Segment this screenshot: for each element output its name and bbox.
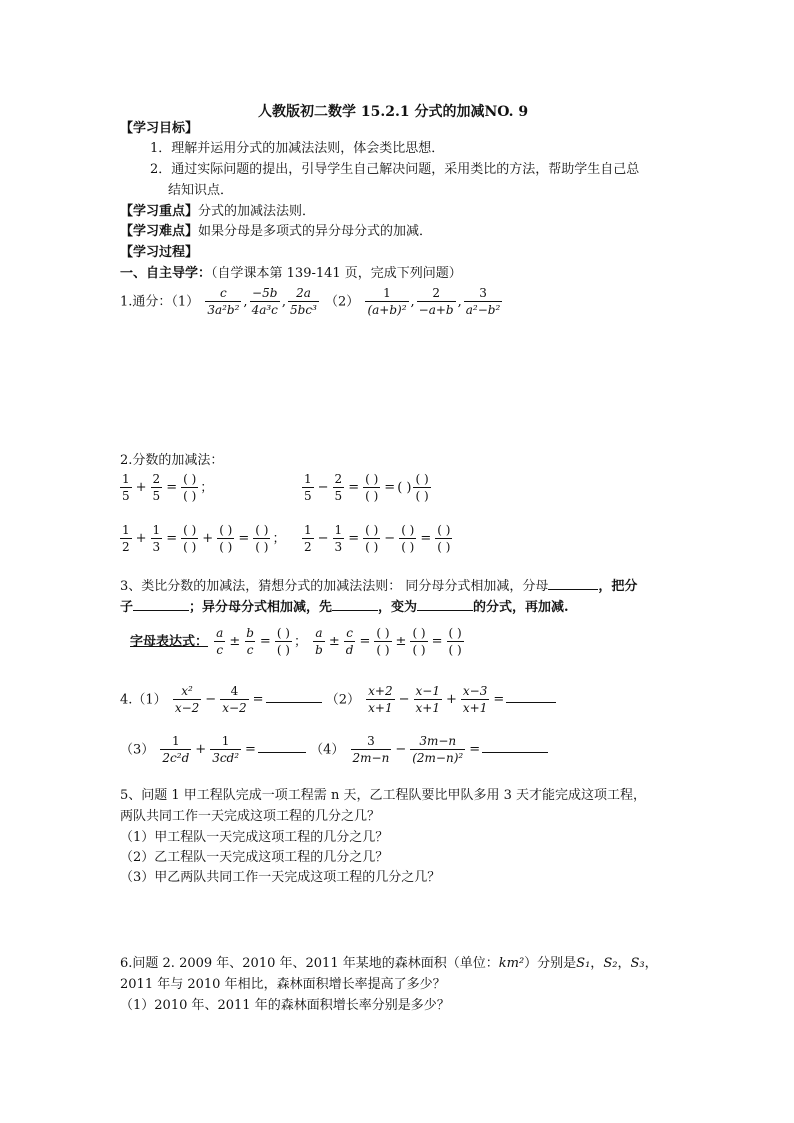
q5-sub-3: （3）甲乙两队共同工作一天完成这项工程的几分之几？ xyxy=(120,870,441,885)
fraction: $\frac{( )}{( )}$ xyxy=(365,523,379,555)
fraction: $\frac{1}{2}$ xyxy=(122,523,130,555)
fraction: $\frac{( )}{( )}$ xyxy=(183,523,197,555)
fraction: $\frac{( )}{( )}$ xyxy=(437,523,451,555)
fraction: $\frac{( )}{( )}$ xyxy=(376,626,390,658)
fraction: $\frac{2}{-a+b}$ xyxy=(418,286,454,318)
q1-prefix: 1.通分：（1） xyxy=(120,294,200,310)
difficulty-heading: 【学习难点】 xyxy=(120,224,199,239)
fraction: $\frac{( )}{( )}$ xyxy=(219,523,233,555)
answer-blank[interactable] xyxy=(258,752,306,753)
q3-line-1: 3、类比分数的加减法，猜想分式的加减法法则： 同分母分式相加减，分母 ，把分 xyxy=(120,579,638,594)
q4-row-2: （3） $\frac{1}{\text{2c²d}}$ + $\frac{1}{\text{3cd²}}$ = （4） $\frac{3}{2m-n}$ − $\frac{3m-n}{\text{(2m−n)²}}$ = xyxy=(120,734,548,766)
fraction: $\frac{( )}{( )}$ xyxy=(415,472,429,504)
q2-expr-1: $\frac{1}{5}$ + $\frac{2}{5}$ = $\frac{( )}{( )}$ ； xyxy=(122,472,214,504)
fraction: $\frac{1}{3}$ xyxy=(334,523,343,555)
q2-expr-4: $\frac{1}{2}$ − $\frac{1}{3}$ = $\frac{( )}{( )}$ − $\frac{( )}{( )}$ = $\frac{( )}{( )}$ xyxy=(304,523,451,555)
unit: km² xyxy=(498,956,525,971)
fraction: $\frac{( )}{( )}$ xyxy=(448,626,462,658)
answer-blank[interactable] xyxy=(332,610,378,611)
process-heading: 【学习过程】 xyxy=(120,245,199,260)
s2: S₂ xyxy=(603,956,618,971)
difficulty xyxy=(120,224,432,240)
fraction: $\frac{x-3}{x+1}$ xyxy=(462,684,488,716)
s3: S₃ xyxy=(630,956,645,971)
fraction: $\frac{c}{d}$ xyxy=(345,626,354,658)
answer-blank[interactable] xyxy=(133,610,189,611)
key-point-heading: 【学习重点】 xyxy=(120,204,199,219)
fraction: $\frac{b}{c}$ xyxy=(246,626,254,658)
q3-letter-expression: 字母表达式： $\frac{a}{c}$ ± $\frac{b}{c}$ = $\frac{( )}{( )}$ ； $\frac{a}{b}$ ± $\frac{c}{d}$ = $\frac{( )}{( )}$ ± $\frac{( )}{( )}$ = $\frac{( )}{( )}$ xyxy=(130,626,462,658)
q2-label: 2.分数的加减法： xyxy=(120,453,224,468)
fraction: $\frac{1}{3}$ xyxy=(152,523,161,555)
q6-sub-1: （1）2010 年、2011 年的森林面积增长率分别是多少？ xyxy=(120,998,450,1013)
fraction: $\frac{2a}{\text{5bc³}}$ xyxy=(290,286,317,318)
goals-heading: 【学习目标】 xyxy=(120,121,199,136)
goal-item-2-cont: 结知识点． xyxy=(168,183,234,198)
answer-blank[interactable] xyxy=(506,702,556,703)
q5-sub-1: （1）甲工程队一天完成这项工程的几分之几？ xyxy=(120,830,389,845)
fraction: $\frac{x-1}{x+1}$ xyxy=(415,684,440,716)
fraction: $\frac{( )}{( )}$ xyxy=(412,626,426,658)
q2-expr-2: $\frac{1}{5}$ − $\frac{2}{5}$ = $\frac{( )}{( )}$ = ( ) $\frac{( )}{( )}$ xyxy=(304,472,429,504)
section1-label: 一、自主导学： xyxy=(120,266,212,281)
q2-expr-3: $\frac{1}{2}$ + $\frac{1}{3}$ = $\frac{( )}{( )}$ + $\frac{( )}{( )}$ = $\frac{( )}{( )}$ ； xyxy=(122,523,286,555)
q5-sub-2: （2）乙工程队一天完成这项工程的几分之几？ xyxy=(120,850,389,865)
q5-line-2: 两队共同工作一天完成这项工程的几分之几？ xyxy=(120,809,381,824)
page-title: 人教版初二数学 15.2.1 分式的加减NO. 9 xyxy=(258,104,529,120)
difficulty-text: 如果分母是多项式的异分母分式的加减． xyxy=(198,224,433,239)
fraction: $\frac{c}{\text{3a²b²}}$ xyxy=(207,286,240,318)
fraction: $\frac{1}{5}$ xyxy=(304,472,312,504)
fraction: $\frac{( )}{( )}$ xyxy=(255,523,269,555)
answer-blank[interactable] xyxy=(417,610,473,611)
fraction: $\frac{1}{\text{3cd²}}$ xyxy=(212,734,240,766)
s1: S₁ xyxy=(576,956,591,971)
section1-note: （自学课本第 139-141 页，完成下列问题） xyxy=(211,266,462,281)
fraction: $\frac{3m-n}{\text{(2m−n)²}}$ xyxy=(412,734,464,766)
fraction: $\frac{2}{5}$ xyxy=(152,472,161,504)
answer-blank[interactable] xyxy=(266,702,322,703)
q4-row-1: 4.（1） $\frac{\text{x²}}{x-2}$ − $\frac{4}{x-2}$ = （2） $\frac{x+2}{x+1}$ − $\frac{x-1}{x+1}$ + $\frac{x-3}{x+1}$ = xyxy=(120,684,556,716)
fraction: $\frac{( )}{( )}$ xyxy=(365,472,379,504)
goal-item-1: 1．理解并运用分式的加减法法则，体会类比思想． xyxy=(150,141,445,156)
answer-blank[interactable] xyxy=(482,752,548,753)
q3-line-2: 子 ；异分母分式相加减，先 ，变为 的分式，再加减. xyxy=(120,600,569,615)
key-point-text: 分式的加减法法则． xyxy=(198,204,316,219)
q5-line-1: 5、问题 1 甲工程队完成一项工程需 n 天，乙工程队要比甲队多用 3 天才能完成这项工程， xyxy=(120,788,646,803)
fraction: $\frac{( )}{( )}$ xyxy=(183,472,197,504)
expr-label: 字母表达式： xyxy=(130,634,209,650)
q6-line-2: 2011 年与 2010 年相比，森林面积增长率提高了多少？ xyxy=(120,977,446,992)
fraction: $\frac{a}{c}$ xyxy=(216,626,224,658)
fraction: $\frac{1}{\text{(a+b)²}}$ xyxy=(367,286,407,318)
fraction: $\frac{4}{x-2}$ xyxy=(222,684,247,716)
question-1: 1.通分：（1） $\frac{c}{\text{3a²b²}}$ , $\frac{-5b}{\text{4a³c}}$ , $\frac{2a}{\text{5bc³}}$ （2） $\frac{1}{\text{(a+b)²}}$ , $\frac{2}{-a+b}$ , $\frac{3}{\text{a²−b²}}$ xyxy=(120,286,501,318)
fraction: $\frac{( )}{( )}$ xyxy=(276,626,290,658)
fraction: $\frac{1}{2}$ xyxy=(304,523,312,555)
fraction: $\frac{( )}{( )}$ xyxy=(401,523,415,555)
fraction: $\frac{2}{5}$ xyxy=(334,472,343,504)
section1-header xyxy=(120,266,462,282)
answer-blank[interactable] xyxy=(548,589,598,590)
goal-item-2: 2．通过实际问题的提出，引导学生自己解决问题，采用类比的方法，帮助学生自己总 xyxy=(150,162,640,177)
fraction: $\frac{1}{\text{2c²d}}$ xyxy=(162,734,190,766)
fraction: $\frac{\text{x²}}{x-2}$ xyxy=(174,684,200,716)
q1-part2: （2） xyxy=(325,294,360,310)
fraction: $\frac{3}{\text{a²−b²}}$ xyxy=(465,286,501,318)
fraction: $\frac{a}{b}$ xyxy=(315,626,323,658)
q6-line-1: 6.问题 2. 2009 年、2010 年、2011 年某地的森林面积（单位：km²）分别是S₁，S₂，S₃， xyxy=(120,956,658,971)
fraction: $\frac{1}{5}$ xyxy=(122,472,130,504)
fraction: $\frac{3}{2m-n}$ xyxy=(352,734,390,766)
fraction: $\frac{-5b}{\text{4a³c}}$ xyxy=(251,286,278,318)
fraction: $\frac{x+2}{x+1}$ xyxy=(368,684,393,716)
key-point xyxy=(120,204,315,220)
